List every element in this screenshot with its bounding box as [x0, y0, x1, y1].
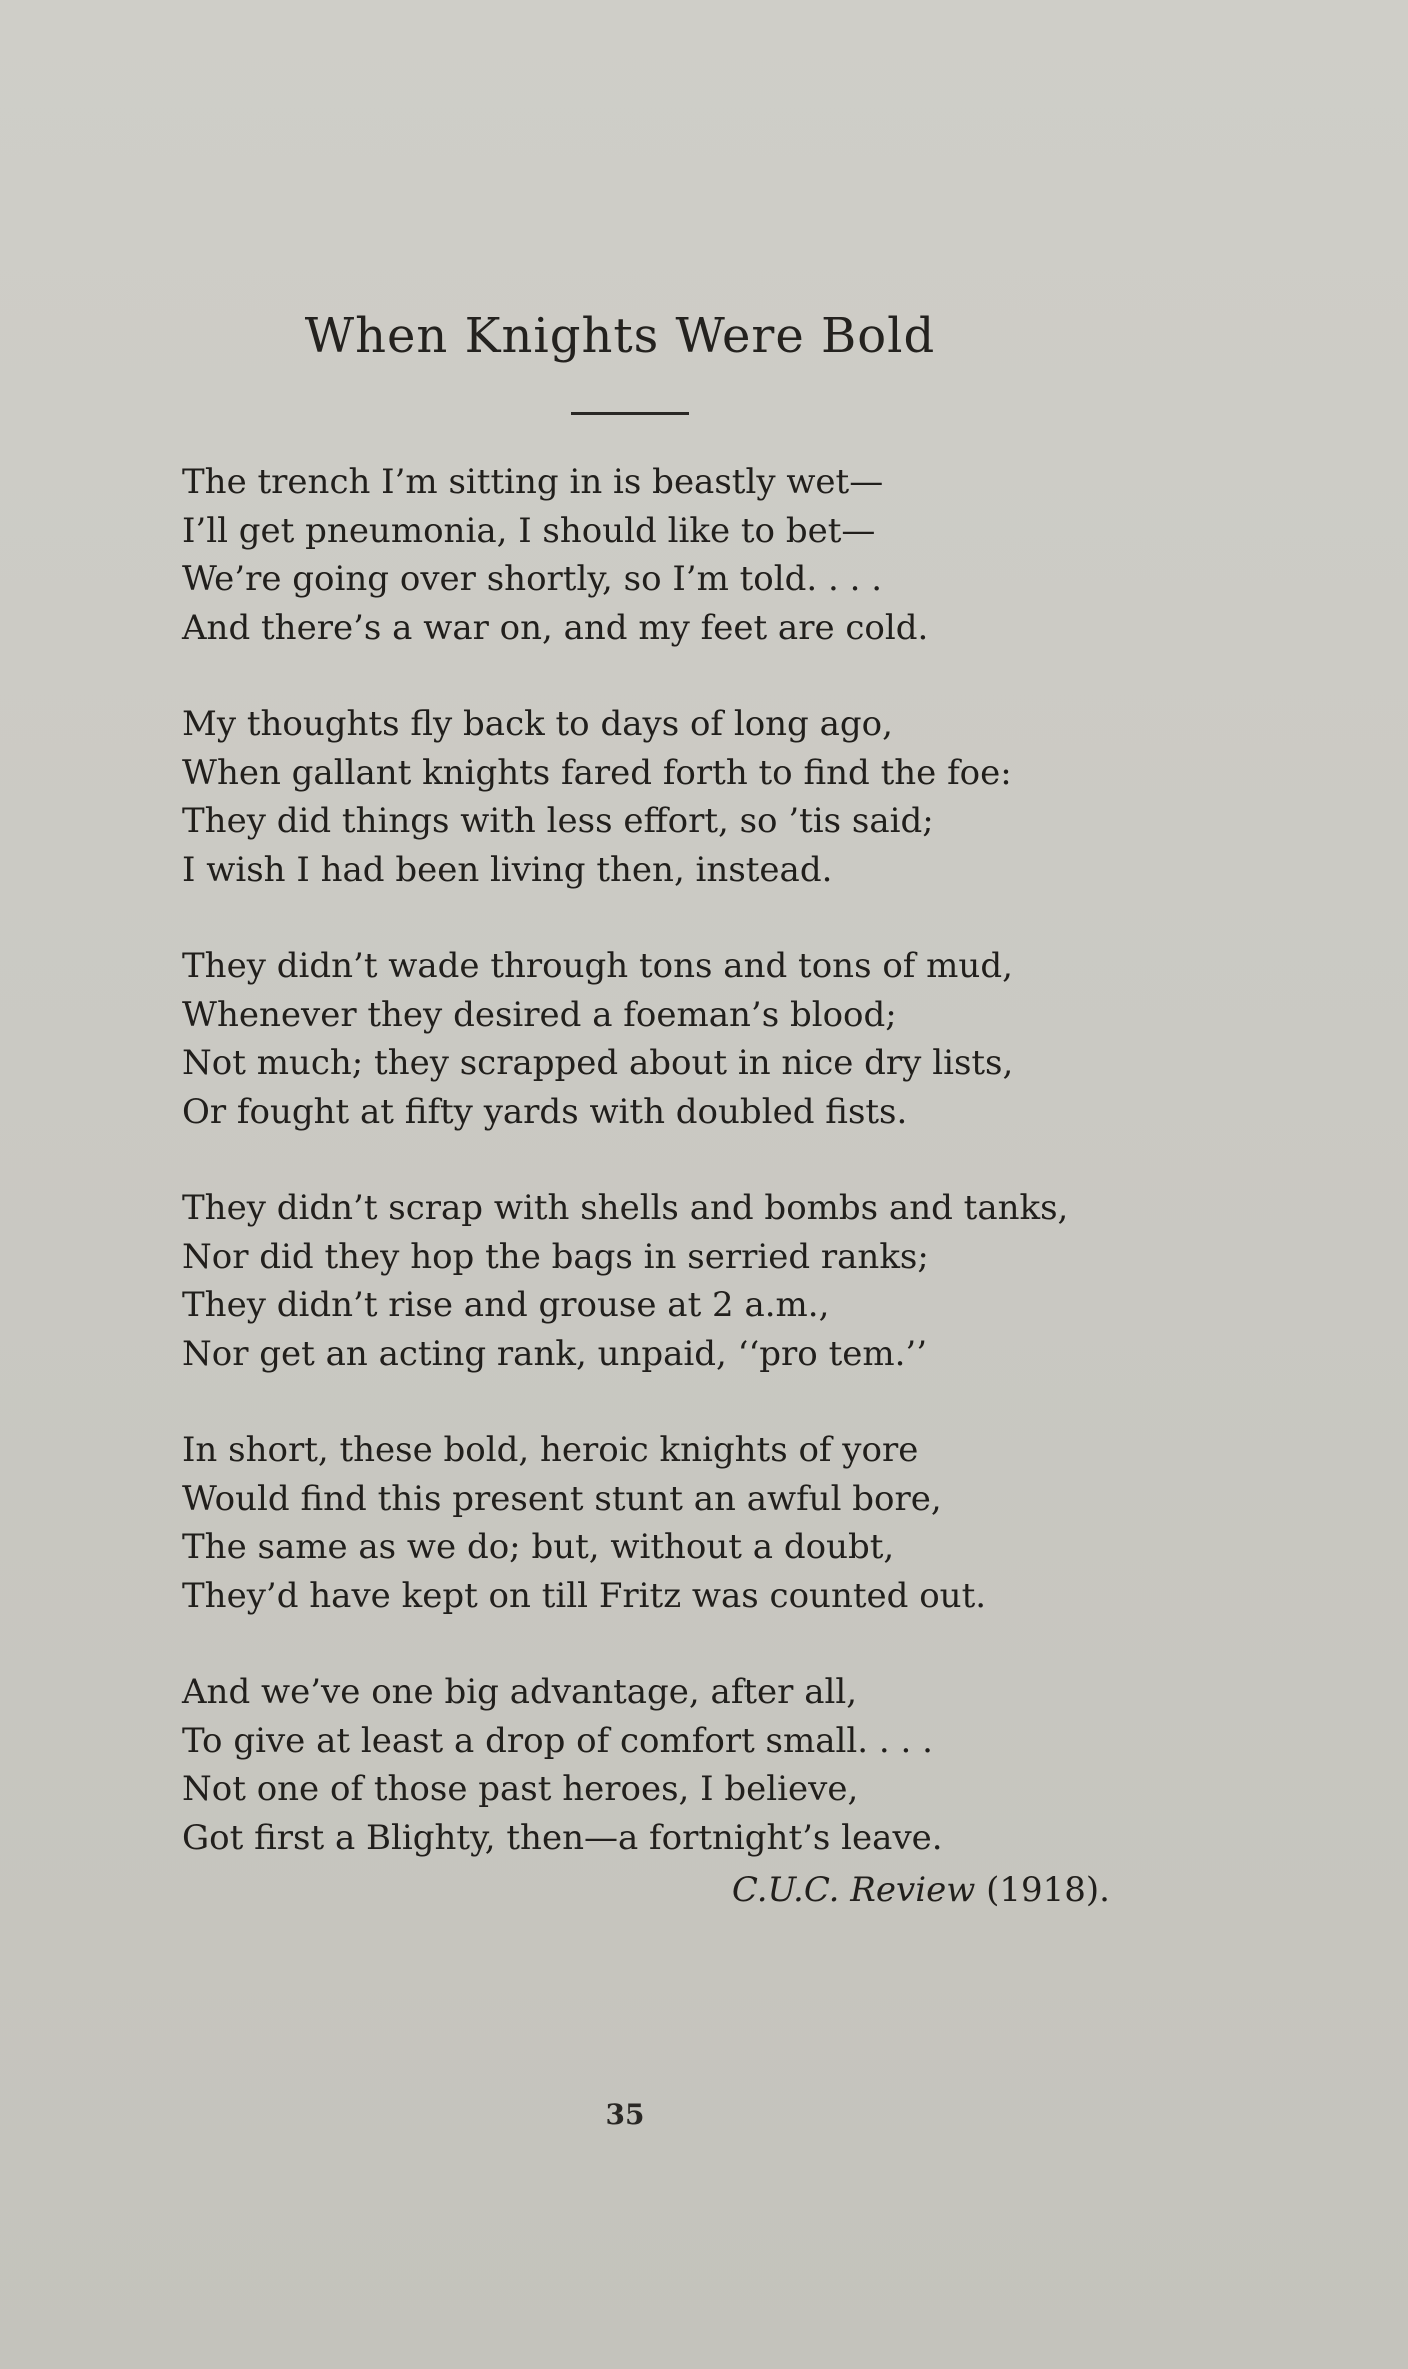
poem-line: They didn’t scrap with shells and bombs and tanks, [182, 1188, 1069, 1228]
poem-line: Or fought at fifty yards with doubled fists. [182, 1091, 908, 1132]
stanza-4 [182, 1184, 1312, 1378]
poem-line: To give at least a drop of comfort small. . . . [182, 1720, 933, 1761]
poem-line: And we’ve one big advantage, after all, [182, 1672, 858, 1712]
poem-line: The same as we do; but, without a doubt, [182, 1527, 895, 1567]
poem-line: And there’s a war on, and my feet are cold. [182, 607, 929, 648]
source-attribution [0, 1866, 1110, 1914]
poem-line: Would find this present stunt an awful bore, [182, 1478, 942, 1519]
poem-line: Not much; they scrapped about in nice dry lists, [182, 1043, 1014, 1083]
poem-line: We’re going over shortly, so I’m told. . . . [182, 559, 883, 599]
stanza-5 [182, 1426, 1312, 1620]
stanza-2 [182, 700, 1312, 894]
poem-body [182, 458, 1312, 1910]
poem-line: They did things with less effort, so ’tis said; [182, 801, 934, 841]
poem-line: Nor get an acting rank, unpaid, ‘‘pro tem.’’ [182, 1333, 928, 1374]
poem-line: I wish I had been living then, instead. [182, 849, 833, 890]
poem-line: I’ll get pneumonia, I should like to bet— [182, 510, 876, 551]
poem-line: Got first a Blighty, then—a fortnight’s leave. [182, 1817, 943, 1858]
stanza-1 [182, 458, 1312, 652]
poem-title: When Knights Were Bold [304, 308, 936, 364]
poem-line: Nor did they hop the bags in serried ranks; [182, 1236, 929, 1277]
publication-year: (1918). [986, 1870, 1110, 1910]
stanza-3 [182, 942, 1312, 1136]
poem-line: My thoughts fly back to days of long ago, [182, 704, 893, 744]
poem-line: They didn’t wade through tons and tons of mud, [182, 946, 1013, 986]
poem-line: In short, these bold, heroic knights of yore [182, 1430, 919, 1470]
poem-line: Whenever they desired a foeman’s blood; [182, 994, 897, 1035]
page-number: 35 [605, 2098, 645, 2131]
journal-name: C.U.C. Review [731, 1870, 976, 1910]
poem-line: When gallant knights fared forth to find the foe: [182, 752, 1012, 793]
poem-line: Not one of those past heroes, I believe, [182, 1769, 859, 1809]
stanza-6 [182, 1668, 1312, 1862]
poem-line: The trench I’m sitting in is beastly wet— [182, 462, 884, 502]
title-rule [571, 412, 689, 415]
poem-line: They’d have kept on till Fritz was counted out. [182, 1575, 987, 1616]
poem-line: They didn’t rise and grouse at 2 a.m., [182, 1285, 830, 1325]
